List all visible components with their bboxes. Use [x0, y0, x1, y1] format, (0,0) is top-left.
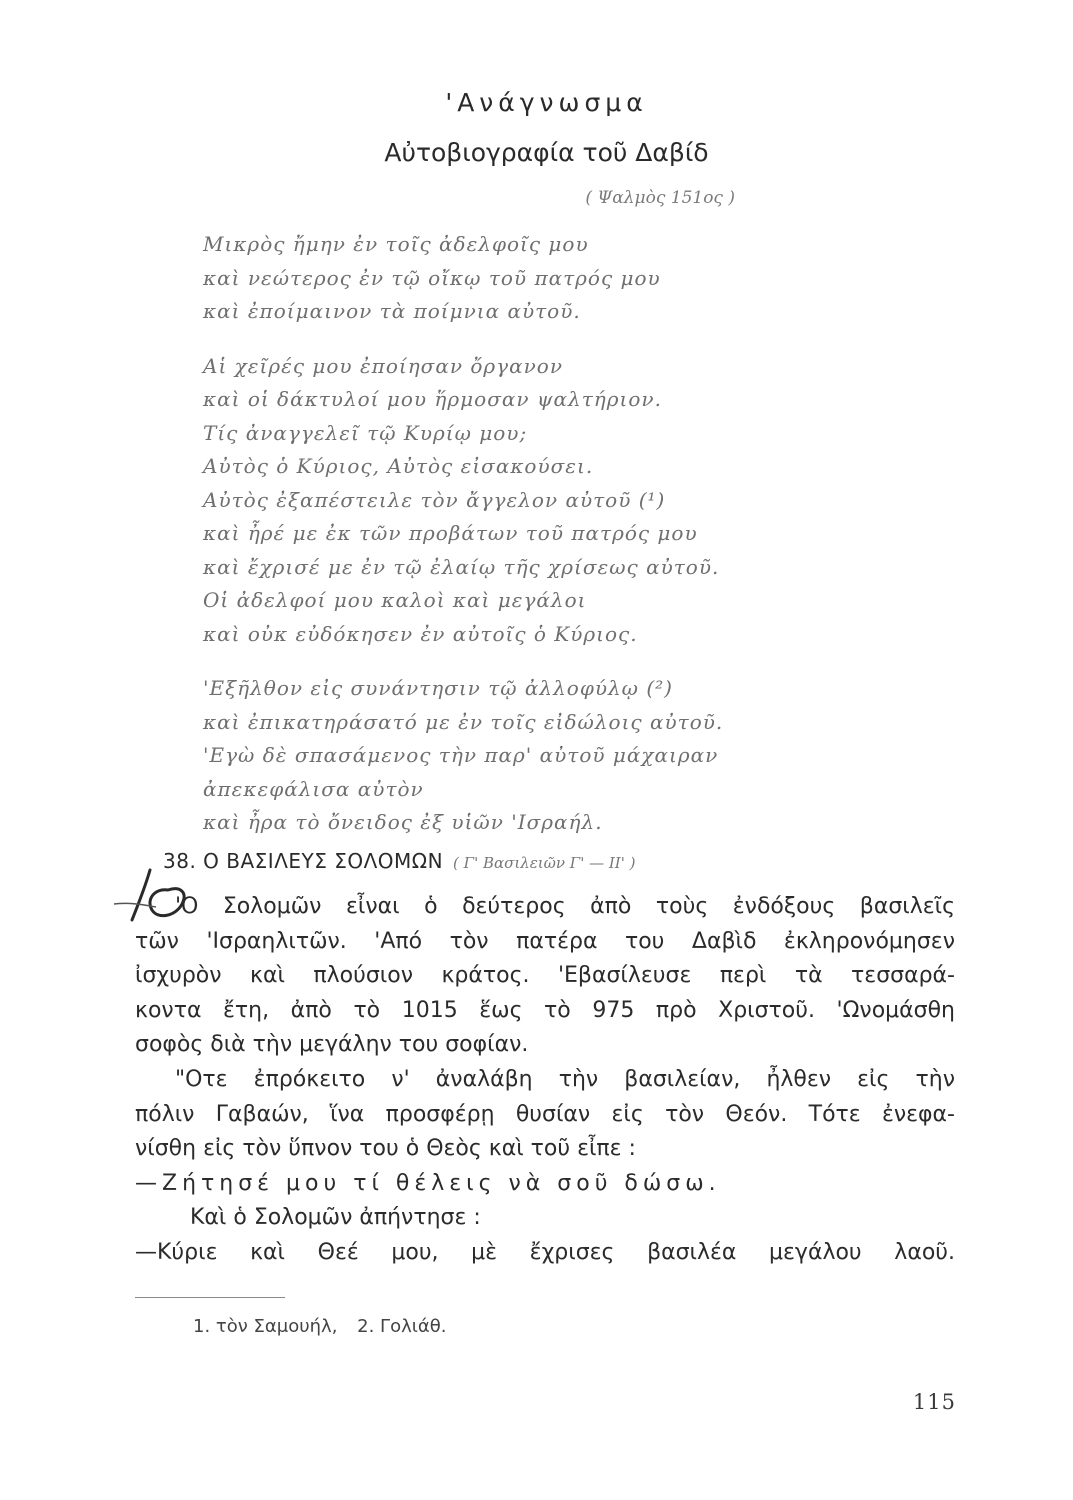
prose-line: τῶν 'Ισραηλιτῶν. 'Από τὸν πατέρα του Δαβὶδ ἐκληρονόμησεν: [135, 928, 955, 954]
solomon-text: [135, 890, 955, 1271]
prose-line: σοφὸς διὰ τὴν μεγάλην του σοφίαν.: [135, 1032, 529, 1058]
prose-line: ἰσχυρὸν καὶ πλούσιον κράτος. 'Εβασίλευσε περὶ τὰ τεσσαρά-: [135, 963, 955, 989]
poem-line: Οἱ ἀδελφοί μου καλοὶ καὶ μεγάλοι: [203, 588, 587, 612]
poem-line: καὶ οὐκ εὐδόκησεν ἐν αὐτοῖς ὁ Κύριος.: [203, 621, 638, 646]
poem-line: Τίς ἀναγγελεῖ τῷ Κυρίῳ μου;: [203, 420, 528, 445]
prose-line: πόλιν Γαβαών, ἵνα προσφέρῃ θυσίαν εἰς τὸν Θεόν. Τότε ἐνεφα-: [135, 1101, 955, 1127]
psalm-poem: [203, 228, 823, 840]
prose-line: 'Ο Σολομῶν εἶναι ὁ δεύτερος ἀπὸ τοὺς ἐνδόξους βασιλεῖς: [175, 894, 955, 919]
dialogue-line: —Κύριε καὶ Θεέ μου, μὲ ἔχρισες βασιλέα μεγάλου λαοῦ.: [135, 1239, 955, 1265]
poem-line: 'Εξῆλθον εἰς συνάντησιν τῷ ἀλλοφύλῳ (²): [203, 676, 673, 700]
page-number: 115: [912, 1390, 956, 1414]
poem-line: Αὐτὸς ἐξαπέστειλε τὸν ἄγγελον αὐτοῦ (¹): [203, 487, 666, 512]
footnote-2: 2. Γολιάθ.: [357, 1316, 447, 1337]
dialogue-line: —Ζήτησέ μου τί θέλεις νὰ σοῦ δώσω.: [135, 1170, 721, 1196]
footnotes: [193, 1316, 446, 1337]
reading-title: 'Ανάγνωσμα: [445, 88, 648, 117]
poem-line: καὶ ἦρέ με ἐκ τῶν προβάτων τοῦ πατρός μου: [203, 521, 698, 545]
prose-line: "Οτε ἐπρόκειτο ν' ἀναλάβη τὴν βασιλείαν, ἦλθεν εἰς τὴν: [175, 1066, 955, 1092]
section-title-row: [163, 849, 635, 873]
prose-line: κοντα ἔτη, ἀπὸ τὸ 1015 ἕως τὸ 975 πρὸ Χριστοῦ. 'Ωνομάσθη: [135, 997, 955, 1023]
poem-line: καὶ ἦρα τὸ ὄνειδος ἐξ υἱῶν 'Ισραήλ.: [203, 810, 603, 834]
section-heading: 38. Ο ΒΑΣΙΛΕΥΣ ΣΟΛΟΜΩΝ: [163, 849, 444, 873]
section-reference: ( Γ' Βασιλειῶν Γ' — ΙΙ' ): [453, 854, 636, 872]
poem-line: καὶ νεώτερος ἐν τῷ οἴκῳ τοῦ πατρός μου: [203, 265, 661, 290]
poem-line: καὶ οἱ δάκτυλοί μου ἥρμοσαν ψαλτήριον.: [203, 387, 662, 411]
psalm-reference: ( Ψαλμὸς 151ος ): [585, 188, 735, 208]
poem-line: καὶ ἔχρισέ με ἐν τῷ ἐλαίῳ τῆς χρίσεως αὐτοῦ.: [203, 554, 720, 579]
prose-line: νίσθη εἰς τὸν ὕπνον του ὁ Θεὸς καὶ τοῦ εἶπε :: [135, 1136, 636, 1162]
reading-subtitle: Αὐτοβιογραφία τοῦ Δαβίδ: [384, 138, 709, 167]
poem-line: ἀπεκεφάλισα αὐτὸν: [203, 776, 424, 801]
poem-line: 'Εγὼ δὲ σπασάμενος τὴν παρ' αὐτοῦ μάχαιραν: [203, 743, 719, 767]
poem-line: Αἱ χεῖρές μου ἐποίησαν ὄργανον: [203, 353, 563, 378]
footnote-1: 1. τὸν Σαμουήλ,: [193, 1316, 338, 1337]
footnote-divider: [135, 1297, 285, 1298]
poem-line: καὶ ἐπικατηράσατό με ἐν τοῖς εἰδώλοις αὐτοῦ.: [203, 709, 724, 734]
poem-line: καὶ ἐποίμαινον τὰ ποίμνια αὐτοῦ.: [203, 299, 581, 323]
poem-line: Μικρὸς ἤμην ἐν τοῖς ἀδελφοῖς μου: [203, 232, 589, 256]
poem-line: Αὐτὸς ὁ Κύριος, Αὐτὸς εἰσακούσει.: [203, 454, 594, 478]
dialogue-line: Καὶ ὁ Σολομῶν ἀπήντησε :: [190, 1205, 481, 1231]
